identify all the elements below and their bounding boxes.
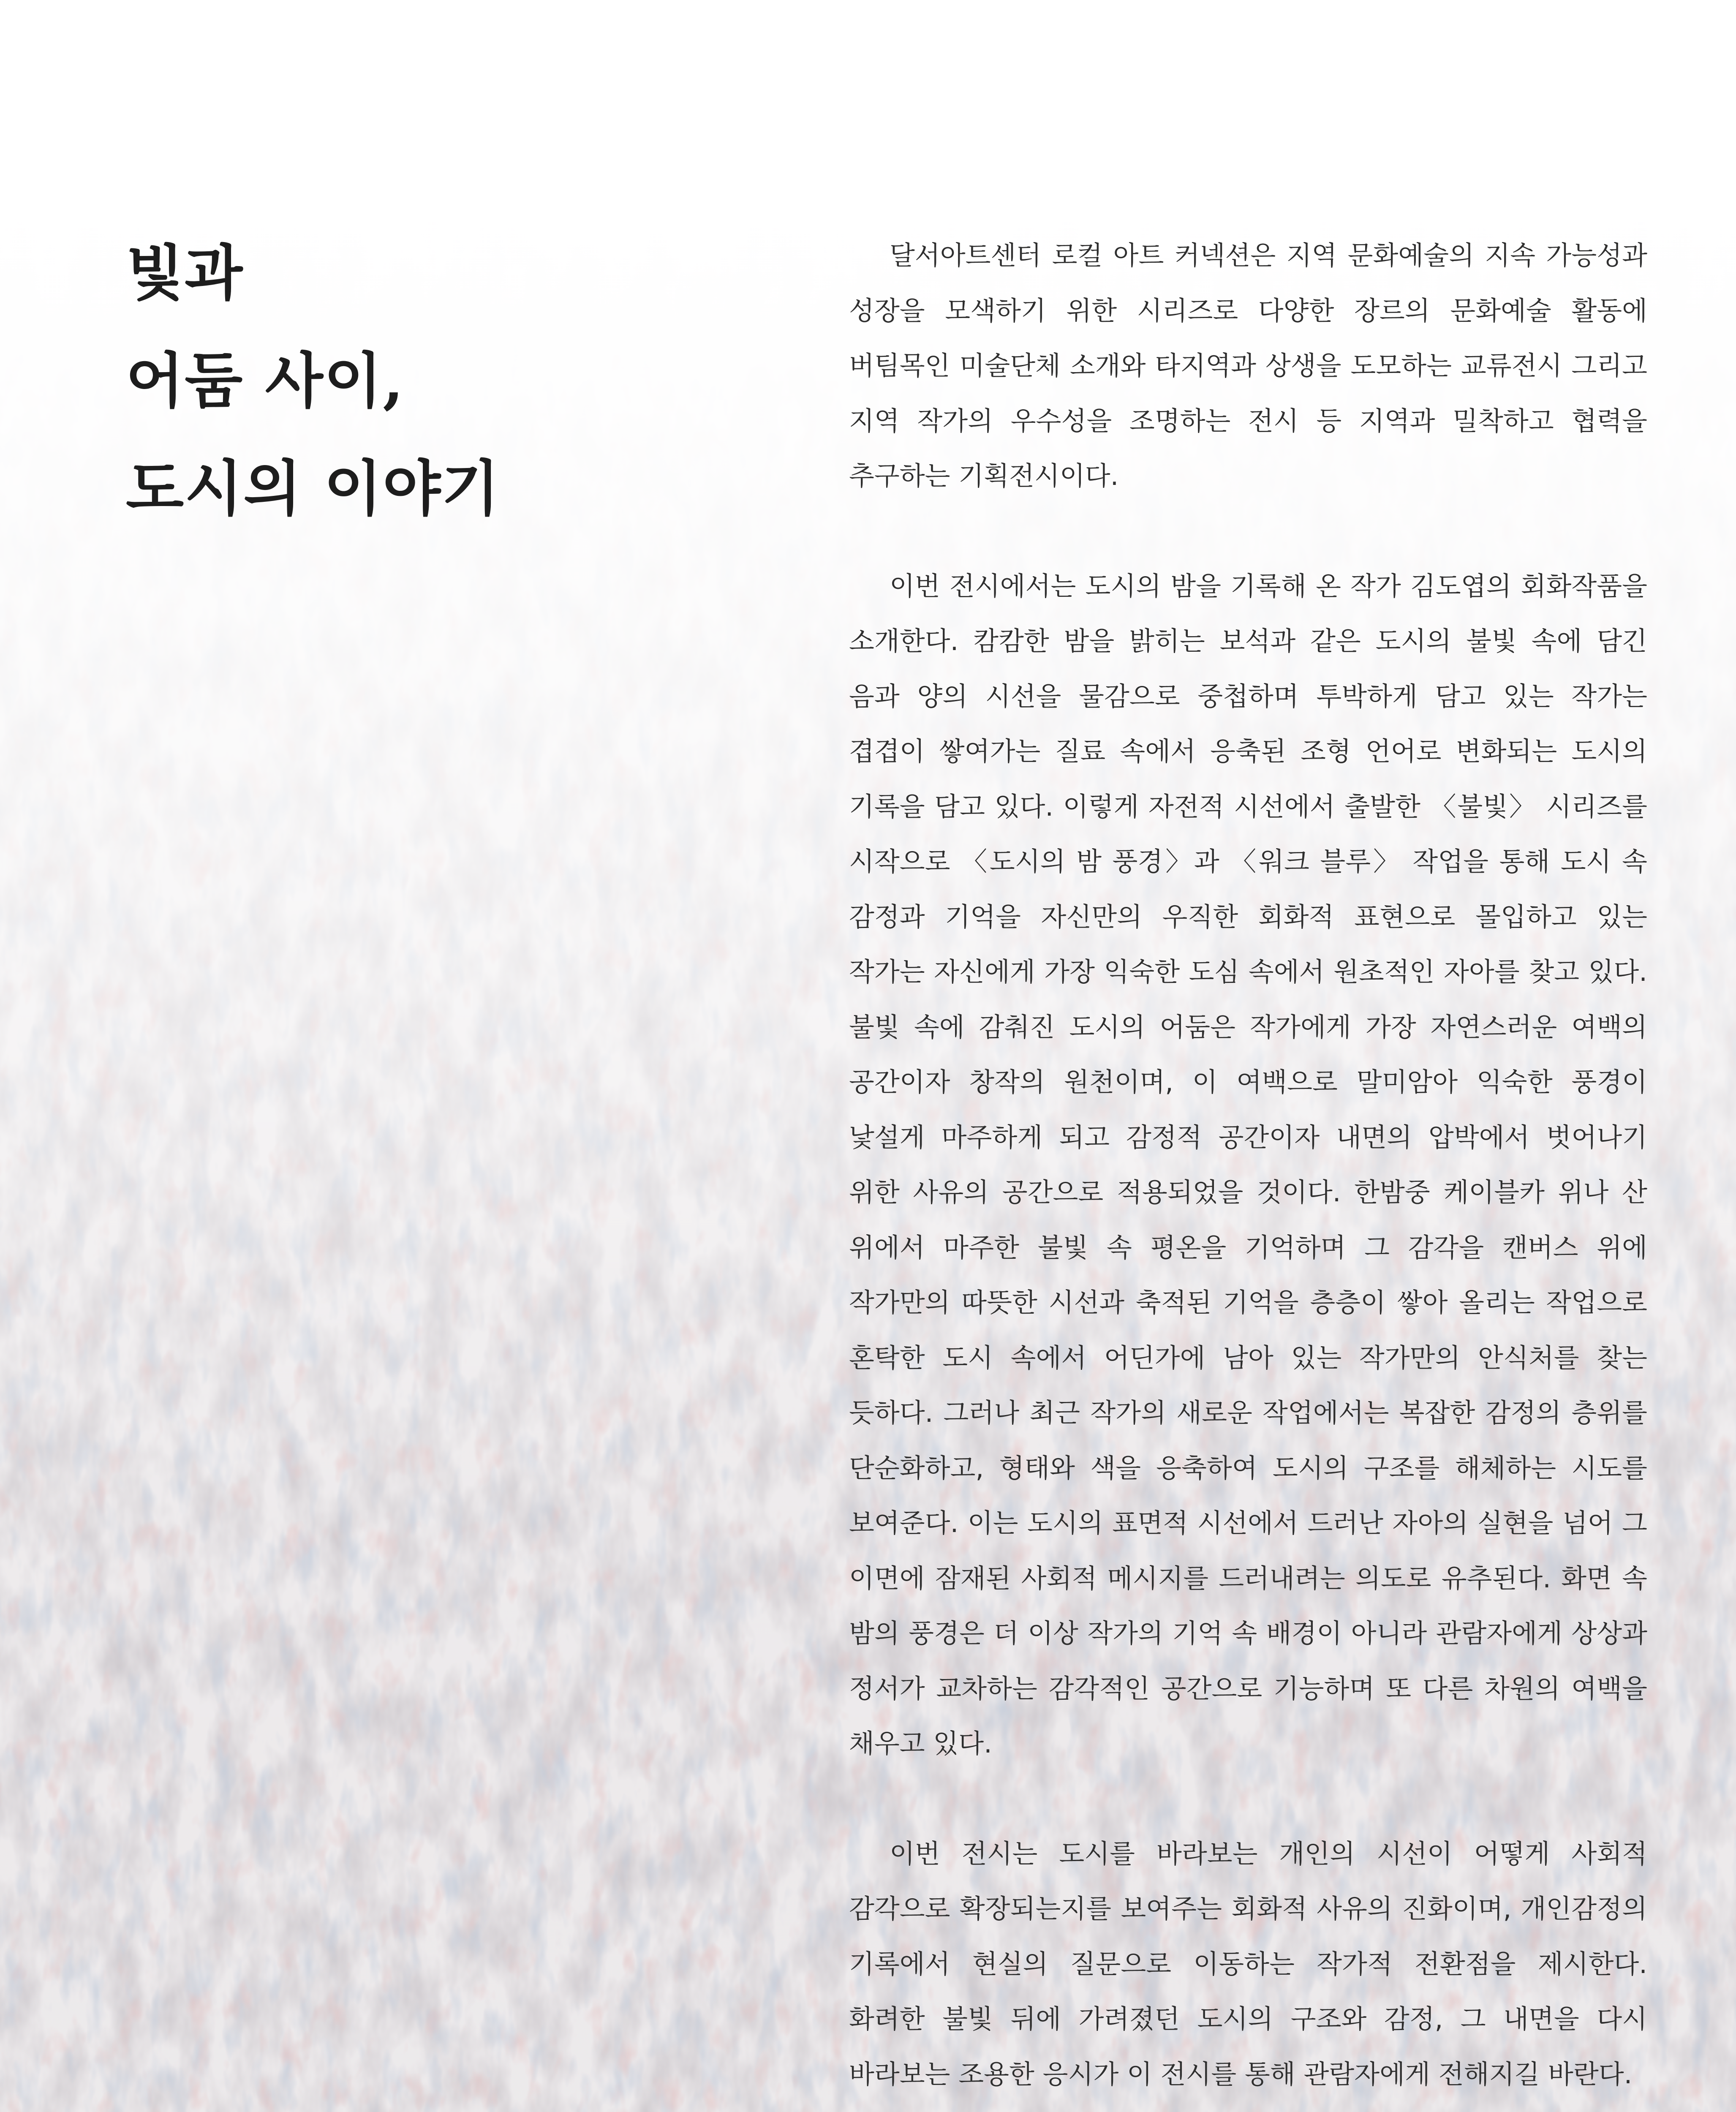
title-line-1: 빛과 <box>126 220 500 327</box>
title-line-3: 도시의 이야기 <box>126 435 500 543</box>
paragraph-artist: 이번 전시에서는 도시의 밤을 기록해 온 작가 김도엽의 회화작품을 소개한다. 캄캄한 밤을 밝히는 보석과 같은 도시의 불빛 속에 담긴 음과 양의 시선을 물감으로 중첩하며 투박하게 담고 있는 작가는 겹겹이 쌓여가는 질료 속에서 응축된 조형 언어로 변화되는 도시의 기록을 담고 있다. 이렇게 자전적 시선에서 출발한 〈불빛〉 시리즈를 시작으로 〈도시의 밤 풍경〉과 〈워크 블루〉 작업을 통해 도시 속 감정과 기억을 자신만의 우직한 회화적 표현으로 몰입하고 있는 작가는 자신에게 가장 익숙한 도심 속에서 원초적인 자아를 찾고 있다. 불빛 속에 감춰진 도시의 어둠은 작가에게 가장 자연스러운 여백의 공간이자 창작의 원천이며, 이 여백으로 말미암아 익숙한 풍경이 낯설게 마주하게 되고 감정적 공간이자 내면의 압박에서 벗어나기 위한 사유의 공간으로 적용되었을 것이다. 한밤중 케이블카 위나 산 위에서 마주한 불빛 속 평온을 기억하며 그 감각을 캔버스 위에 작가만의 따뜻한 시선과 축적된 기억을 층층이 쌓아 올리는 작업으로 혼탁한 도시 속에서 어딘가에 남아 있는 작가만의 안식처를 찾는 듯하다. 그러나 최근 작가의 새로운 작업에서는 복잡한 감정의 층위를 단순화하고, 형태와 색을 응축하여 도시의 구조를 해체하는 시도를 보여준다. 이는 도시의 표면적 시선에서 드러난 자아의 실현을 넘어 그 이면에 잠재된 사회적 메시지를 드러내려는 의도로 유추된다. 화면 속 밤의 풍경은 더 이상 작가의 기억 속 배경이 아니라 관람자에게 상상과 정서가 교차하는 감각적인 공간으로 기능하며 또 다른 차원의 여백을 채우고 있다. <box>849 559 1647 1772</box>
title-line-2: 어둠 사이, <box>126 327 500 435</box>
paragraph-conclusion: 이번 전시는 도시를 바라보는 개인의 시선이 어떻게 사회적 감각으로 확장되는지를 보여주는 회화적 사유의 진화이며, 개인감정의 기록에서 현실의 질문으로 이동하는 작가적 전환점을 제시한다. 화려한 불빛 뒤에 가려졌던 도시의 구조와 감정, 그 내면을 다시 바라보는 조용한 응시가 이 전시를 통해 관람자에게 전해지길 바란다. <box>849 1826 1647 2102</box>
paragraph-intro: 달서아트센터 로컬 아트 커넥션은 지역 문화예술의 지속 가능성과 성장을 모색하기 위한 시리즈로 다양한 장르의 문화예술 활동에 버팀목인 미술단체 소개와 타지역과 상생을 도모하는 교류전시 그리고 지역 작가의 우수성을 조명하는 전시 등 지역과 밀착하고 협력을 추구하는 기획전시이다. <box>849 228 1647 504</box>
